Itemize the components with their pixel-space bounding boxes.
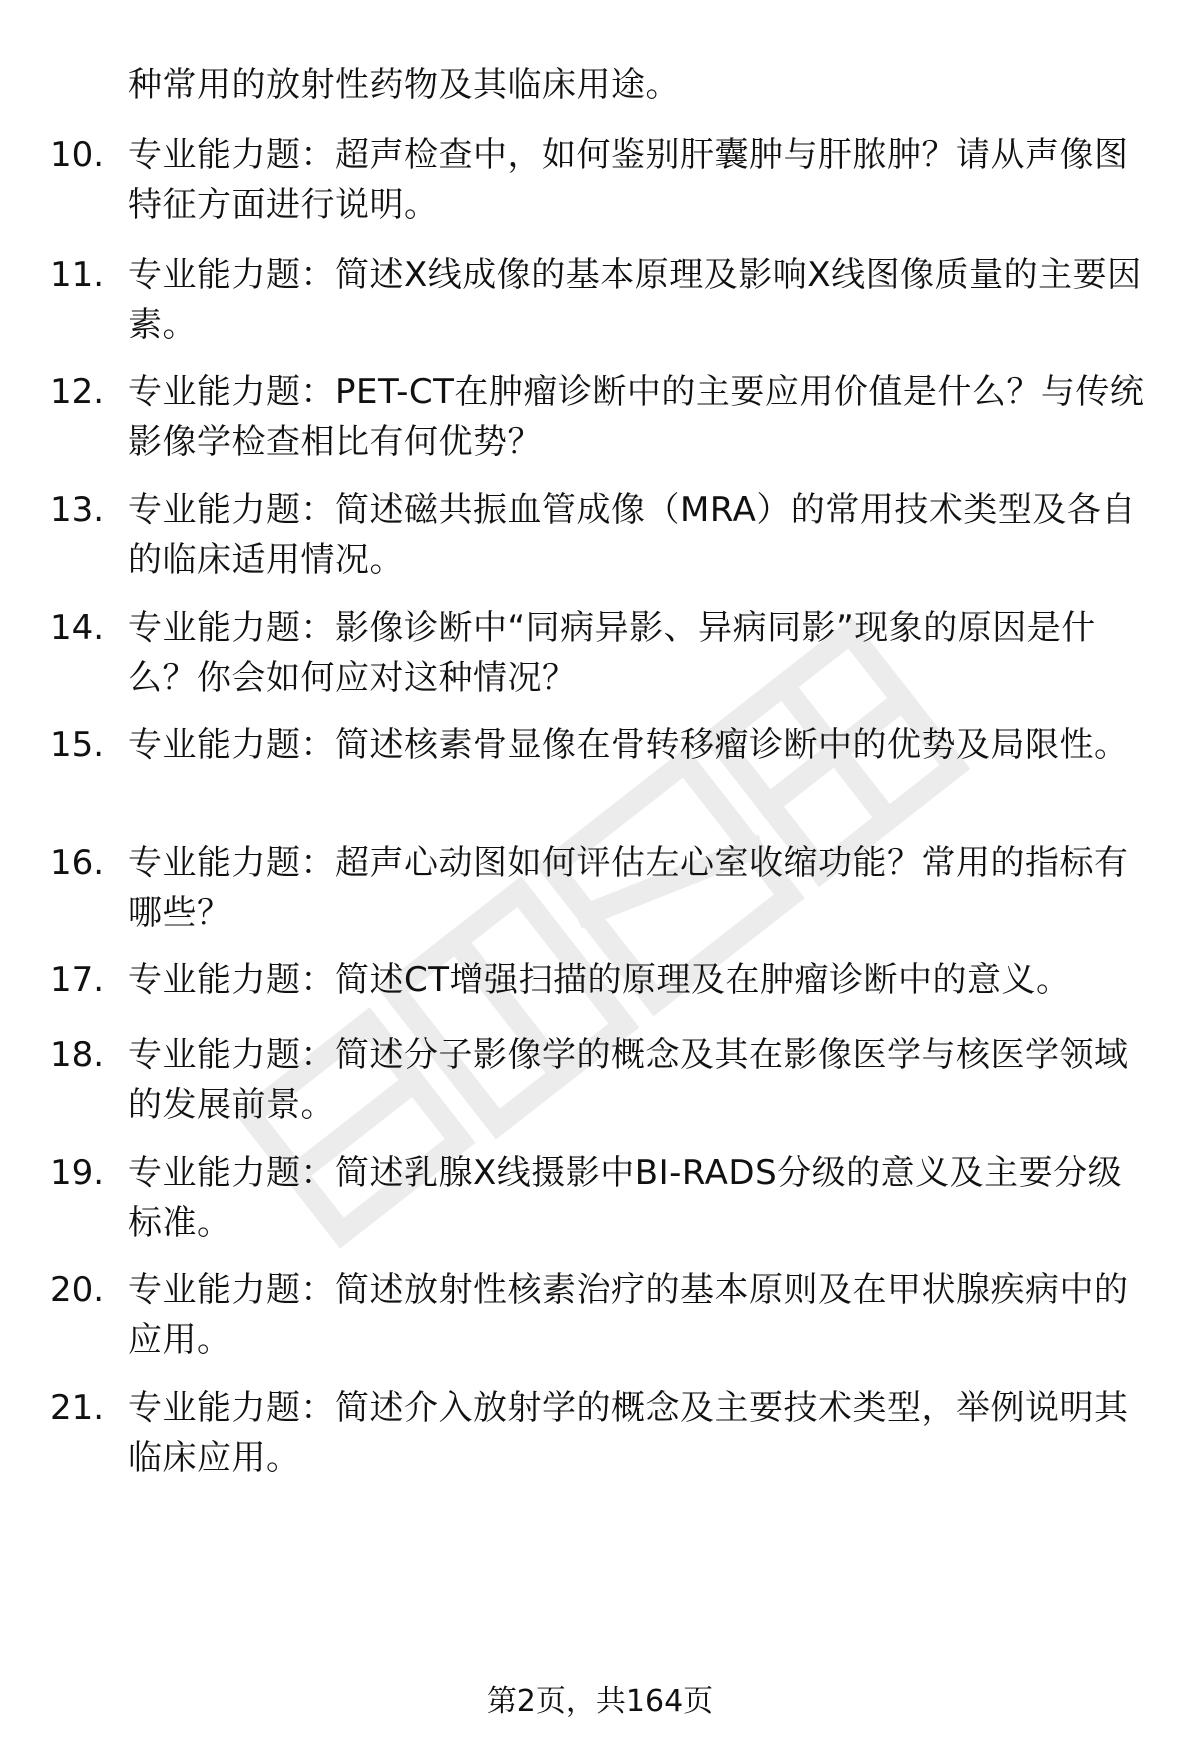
question-text: 专业能力题：超声心动图如何评估左心室收缩功能？常用的指标有哪些？ <box>128 843 1129 933</box>
question-text: 专业能力题：简述放射性核素治疗的基本原则及在甲状腺疾病中的应用。 <box>128 1270 1129 1360</box>
question-number: 10. <box>50 135 105 175</box>
page-footer: 第2页，共164页 <box>486 1684 714 1719</box>
intro-text: 种常用的放射性药物及其临床用途。 <box>128 65 680 105</box>
question-number: 20. <box>50 1270 105 1310</box>
question-number: 15. <box>50 725 105 765</box>
question-number: 16. <box>50 843 105 883</box>
question-text: 专业能力题：简述分子影像学的概念及其在影像医学与核医学领域的发展前景。 <box>128 1035 1129 1125</box>
question-text: 专业能力题：简述X线成像的基本原理及影响X线图像质量的主要因素。 <box>128 255 1142 345</box>
question-text: 专业能力题：简述核素骨显像在骨转移瘤诊断中的优势及局限性。 <box>128 725 1129 765</box>
question-number: 19. <box>50 1153 105 1193</box>
question-text: 专业能力题：简述CT增强扫描的原理及在肿瘤诊断中的意义。 <box>128 960 1071 1000</box>
question-number: 14. <box>50 608 105 648</box>
question-number: 17. <box>50 960 105 1000</box>
question-number: 13. <box>50 490 105 530</box>
question-number: 11. <box>50 255 105 295</box>
question-text: 专业能力题：PET-CT在肿瘤诊断中的主要应用价值是什么？与传统影像学检查相比有何优势？ <box>128 372 1145 462</box>
question-text: 专业能力题：超声检查中，如何鉴别肝囊肿与肝脓肿？请从声像图特征方面进行说明。 <box>128 135 1129 225</box>
question-text: 专业能力题：简述乳腺X线摄影中BI-RADS分级的意义及主要分级标准。 <box>128 1153 1123 1243</box>
question-text: 专业能力题：影像诊断中“同病异影、异病同影”现象的原因是什么？你会如何应对这种情况？ <box>128 608 1096 698</box>
question-text: 专业能力题：简述磁共振血管成像（MRA）的常用技术类型及各自的临床适用情况。 <box>128 490 1136 580</box>
question-text: 专业能力题：简述介入放射学的概念及主要技术类型，举例说明其临床应用。 <box>128 1388 1129 1478</box>
question-number: 18. <box>50 1035 105 1075</box>
question-number: 21. <box>50 1388 105 1428</box>
question-number: 12. <box>50 372 105 412</box>
